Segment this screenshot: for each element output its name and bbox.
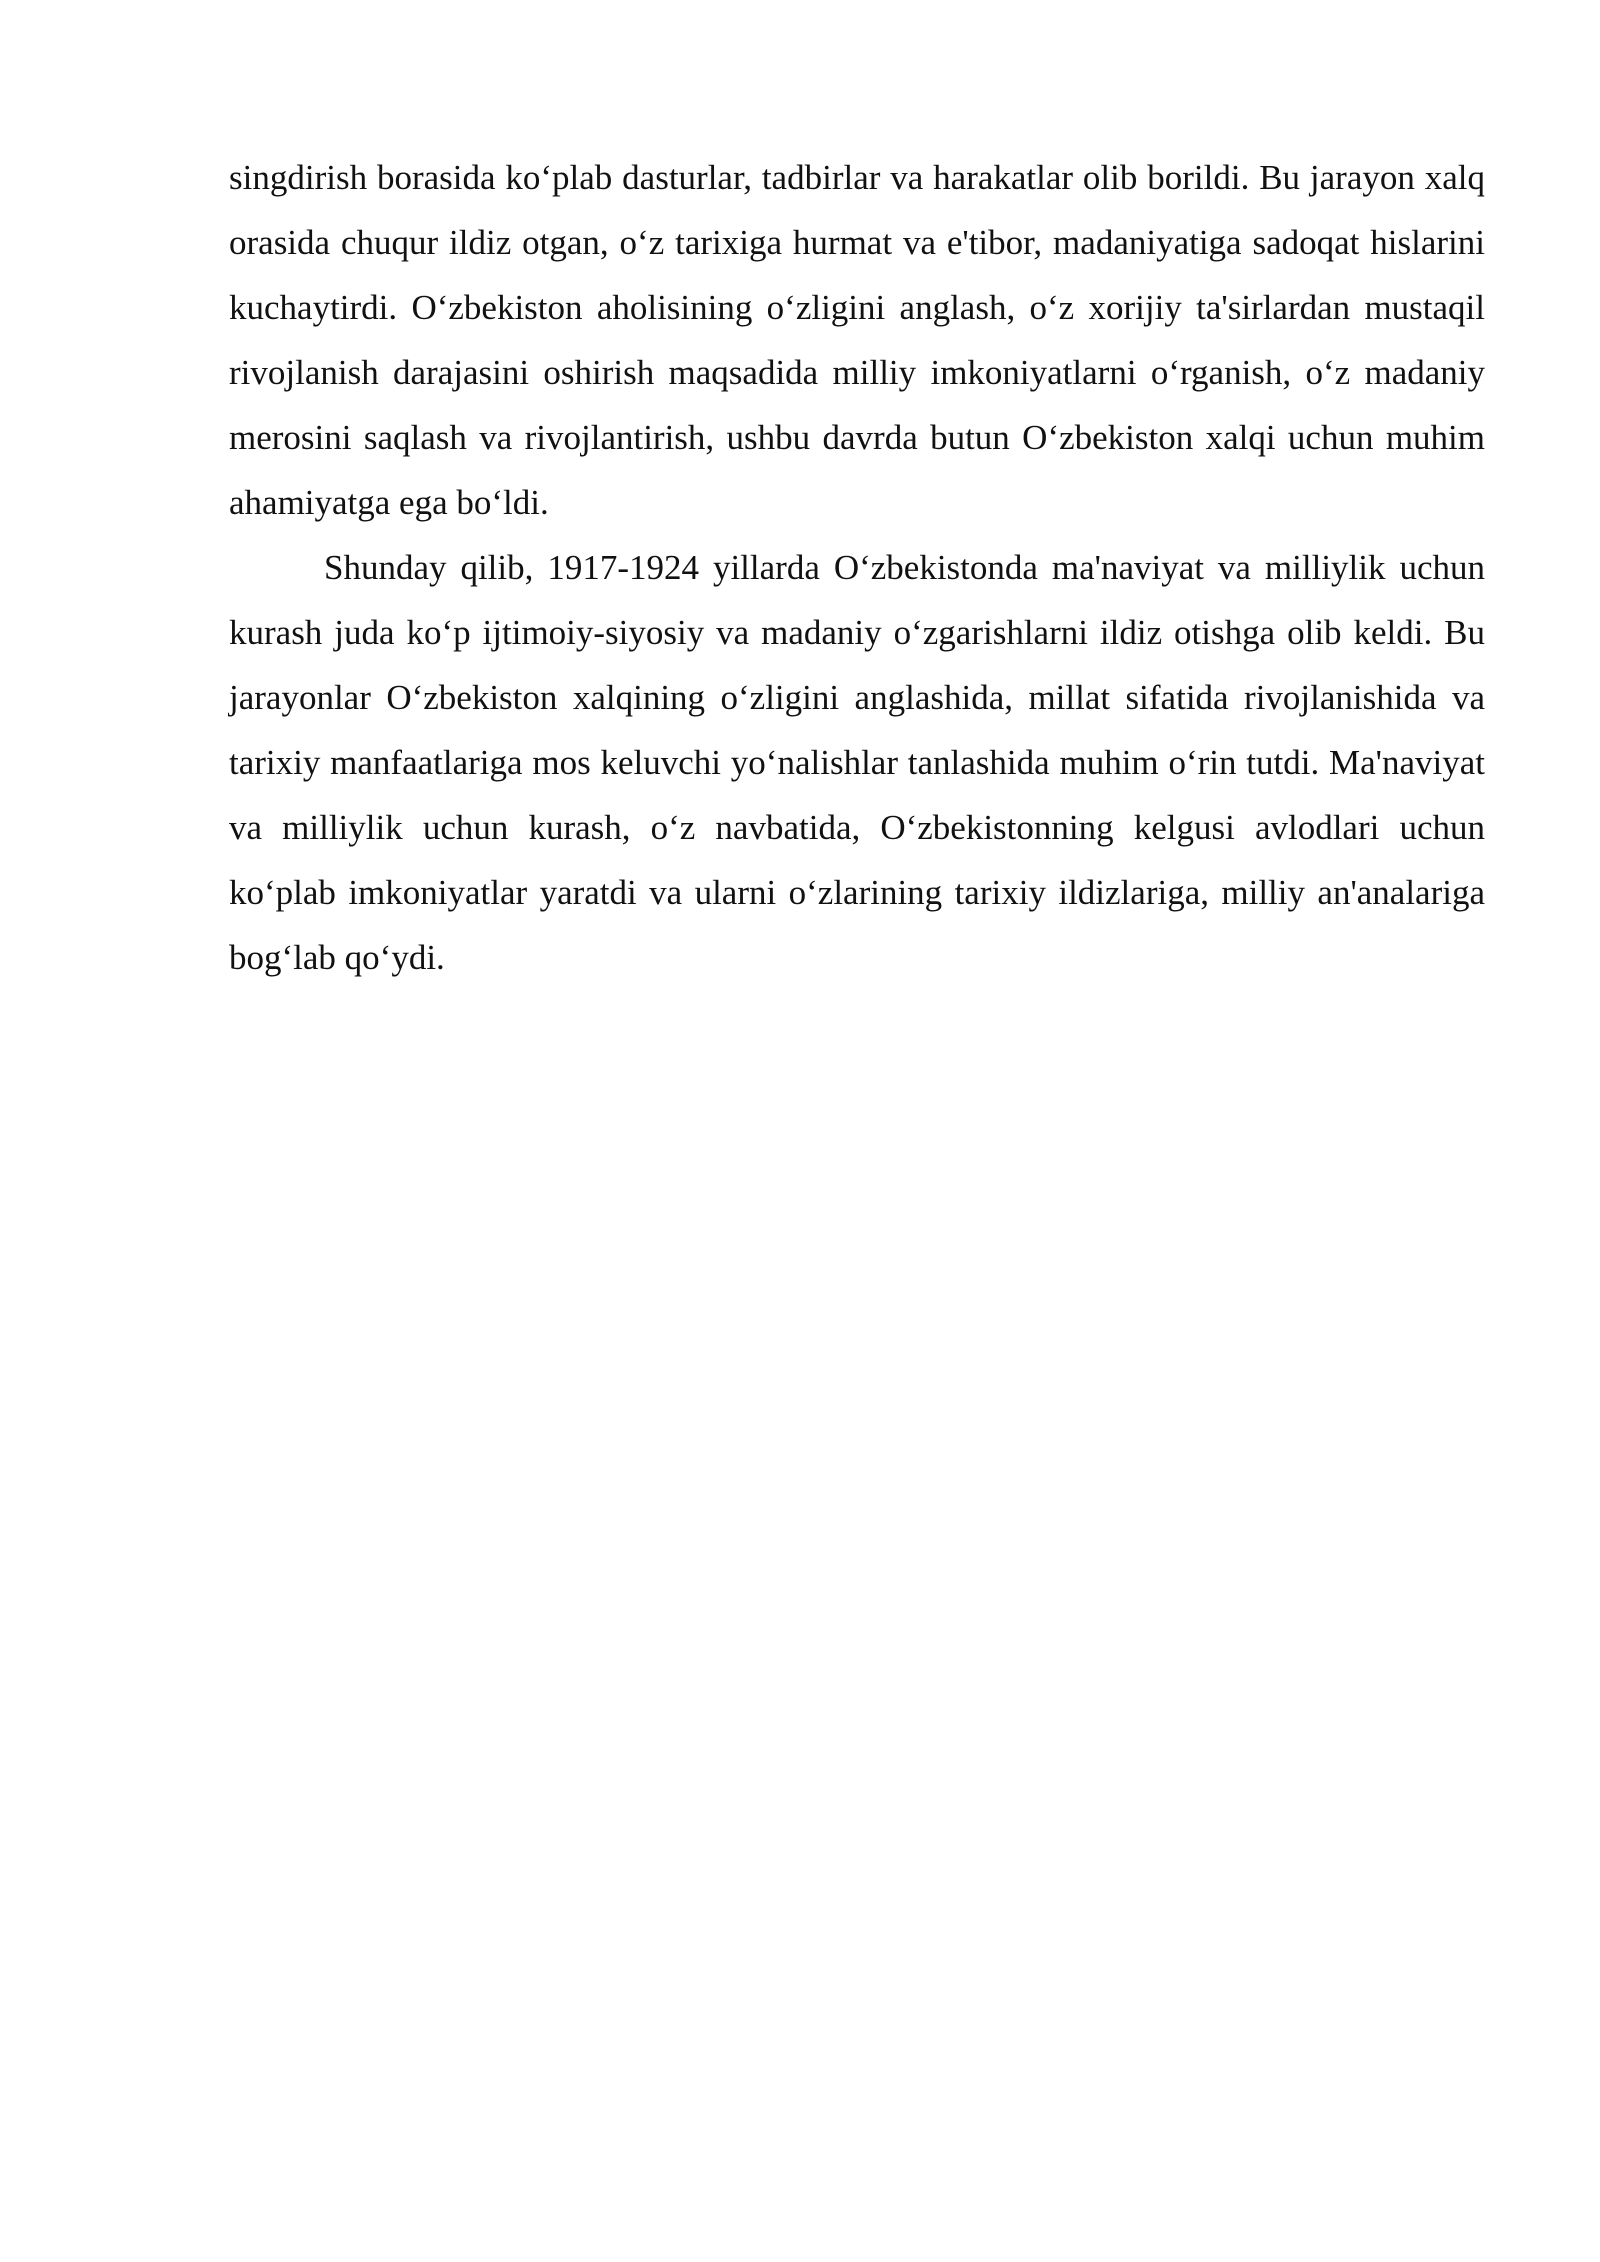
document-body — [229, 145, 1485, 990]
paragraph-conclusion: Shunday qilib, 1917-1924 yillarda O‘zbekistonda ma'naviyat va milliylik uchun kurash juda ko‘p ijtimoiy-siyosiy va madaniy o‘zgarishlarni ildiz otishga olib keldi. Bu jarayonlar O‘zbekiston xalqining o‘zligini anglashida, millat sifatida rivojlanishida va tarixiy manfaatlariga mos keluvchi yo‘nalishlar tanlashida muhim o‘rin tutdi. Ma'naviyat va milliylik uchun kurash, o‘z navbatida, O‘zbekistonning kelgusi avlodlari uchun ko‘plab imkoniyatlar yaratdi va ularni o‘zlarining tarixiy ildizlariga, milliy an'analariga bog‘lab qo‘ydi. — [229, 548, 1485, 977]
paragraph-continuation: singdirish borasida ko‘plab dasturlar, tadbirlar va harakatlar olib borildi. Bu jarayon xalq orasida chuqur ildiz otgan, o‘z tarixiga hurmat va e'tibor, madaniyatiga sadoqat hislarini kuchaytirdi. O‘zbekiston aholisining o‘zligini anglash, o‘z xorijiy ta'sirlardan mustaqil rivojlanish darajasini oshirish maqsadida milliy imkoniyatlarni o‘rganish, o‘z madaniy merosini saqlash va rivojlantirish, ushbu davrda butun O‘zbekiston xalqi uchun muhim ahamiyatga ega bo‘ldi. — [229, 158, 1485, 522]
